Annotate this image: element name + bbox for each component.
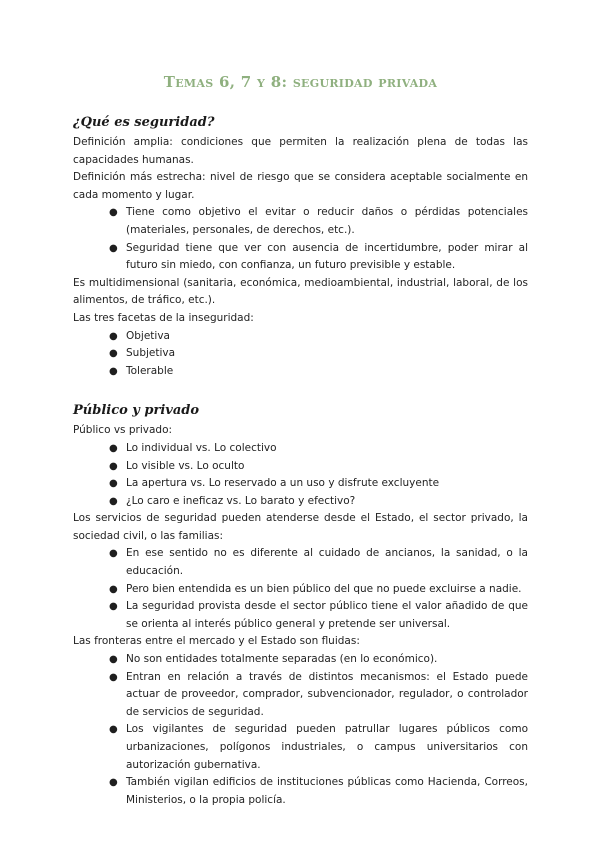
list-item-text: ¿Lo caro e ineficaz vs. Lo barato y efectivo? bbox=[126, 494, 356, 507]
list-item-text: Seguridad tiene que ver con ausencia de incertidumbre, poder mirar al futuro sin miedo, con confianza, un futuro previsible y estable. bbox=[126, 241, 528, 272]
paragraph-publico-vs-privado: Público vs privado: bbox=[73, 424, 173, 437]
list-item bbox=[109, 204, 528, 239]
bullet-list-objetivos bbox=[73, 204, 528, 274]
section-heading-que-es-seguridad: ¿Qué es seguridad? bbox=[73, 115, 215, 130]
paragraph-tres-facetas: Las tres facetas de la inseguridad: bbox=[73, 311, 254, 324]
list-item-text: Los vigilantes de seguridad pueden patrullar lugares públicos como urbanizaciones, polígonos industriales, o campus universitarios con autorización gubernativa. bbox=[126, 723, 528, 771]
list-item bbox=[109, 440, 528, 458]
bullet-icon: ● bbox=[109, 654, 118, 666]
list-item-text: Entran en relación a través de distintos mecanismos: el Estado puede actuar de proveedor, comprador, subvencionador, regulador, o controlador de servicios de seguridad. bbox=[126, 670, 528, 718]
list-item-text: No son entidades totalmente separadas (en lo económico). bbox=[126, 653, 438, 666]
list-item bbox=[109, 598, 528, 633]
paragraph-definicion-estrecha: Definición más estrecha: nivel de riesgo que se considera aceptable socialmente en cada momento y lugar. bbox=[73, 171, 528, 201]
paragraph-servicios-de-seguridad: Los servicios de seguridad pueden atenderse desde el Estado, el sector privado, la sociedad civil, o las familias: bbox=[73, 512, 528, 542]
list-item bbox=[109, 475, 528, 493]
list-item bbox=[109, 545, 528, 580]
bullet-icon: ● bbox=[109, 601, 118, 613]
bullet-icon: ● bbox=[109, 478, 118, 490]
bullet-icon: ● bbox=[109, 442, 118, 454]
list-item bbox=[109, 458, 528, 476]
list-item bbox=[109, 493, 528, 511]
bullet-icon: ● bbox=[109, 365, 118, 377]
list-item bbox=[109, 328, 528, 346]
document-title: Temas 6, 7 y 8: seguridad privada bbox=[163, 73, 438, 91]
list-item-text: Tolerable bbox=[126, 364, 174, 377]
list-item-text: Subjetiva bbox=[126, 347, 176, 360]
list-item-text: Tiene como objetivo el evitar o reducir daños o pérdidas potenciales (materiales, personales, de derechos, etc.). bbox=[126, 206, 528, 236]
list-item-text: Pero bien entendida es un bien público del que no puede excluirse a nadie. bbox=[126, 582, 522, 595]
bullet-icon: ● bbox=[109, 548, 118, 560]
bullet-list-contrastes bbox=[73, 440, 528, 510]
list-item bbox=[109, 240, 528, 275]
list-item bbox=[109, 345, 528, 363]
list-item bbox=[109, 651, 528, 669]
bullet-icon: ● bbox=[109, 348, 118, 360]
list-item bbox=[109, 581, 528, 599]
list-item-text: Lo individual vs. Lo colectivo bbox=[126, 441, 277, 454]
list-item bbox=[109, 669, 528, 722]
bullet-icon: ● bbox=[109, 495, 118, 507]
list-item bbox=[109, 721, 528, 774]
bullet-icon: ● bbox=[109, 242, 118, 254]
bullet-icon: ● bbox=[109, 777, 118, 789]
list-item-text: En ese sentido no es diferente al cuidado de ancianos, la sanidad, o la educación. bbox=[126, 547, 528, 578]
paragraph-fronteras: Las fronteras entre el mercado y el Estado son fluidas: bbox=[73, 635, 360, 648]
list-item-text: También vigilan edificios de instituciones públicas como Hacienda, Correos, Ministerios, o la propia policía. bbox=[126, 776, 528, 806]
list-item-text: La seguridad provista desde el sector público tiene el valor añadido de que se orienta al interés público general y pretende ser universal. bbox=[126, 600, 528, 630]
bullet-icon: ● bbox=[109, 671, 118, 683]
bullet-icon: ● bbox=[109, 724, 118, 736]
list-item-text: Lo visible vs. Lo oculto bbox=[126, 459, 245, 472]
paragraph-multidimensional: Es multidimensional (sanitaria, económica, medioambiental, industrial, laboral, de los alimentos, de tráfico, etc.). bbox=[73, 276, 528, 307]
list-item-text: Objetiva bbox=[126, 329, 170, 342]
bullet-list-facetas bbox=[73, 328, 528, 381]
bullet-icon: ● bbox=[109, 583, 118, 595]
bullet-list-servicios bbox=[73, 545, 528, 633]
bullet-list-fronteras bbox=[73, 651, 528, 809]
bullet-icon: ● bbox=[109, 330, 118, 342]
paragraph-definicion-amplia: Definición amplia: condiciones que permiten la realización plena de todas las capacidades humanas. bbox=[73, 136, 528, 166]
list-item bbox=[109, 774, 528, 809]
list-item bbox=[109, 363, 528, 381]
bullet-icon: ● bbox=[109, 207, 118, 219]
list-item-text: La apertura vs. Lo reservado a un uso y disfrute excluyente bbox=[126, 477, 440, 490]
section-heading-publico-y-privado: Público y privado bbox=[73, 403, 200, 419]
bullet-icon: ● bbox=[109, 460, 118, 472]
